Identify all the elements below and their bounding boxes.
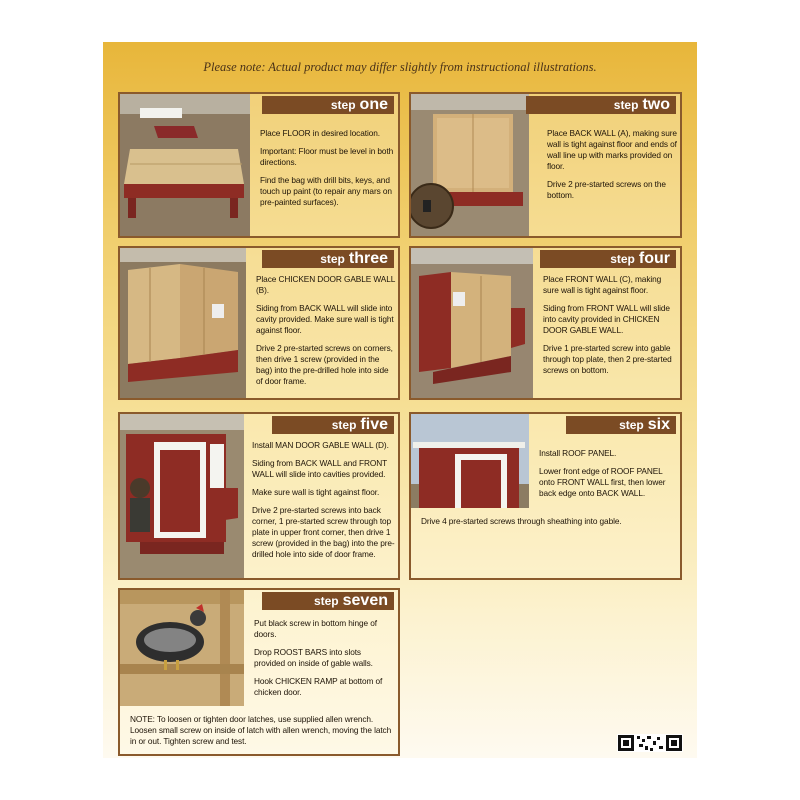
step-seven-note: NOTE: To loosen or tighten door latches, use supplied allen wrench. Loosen small screw on inside of latch with allen wrench, moving the latch in or out. Tighten screw and test. (130, 714, 392, 746)
step-six-banner: step six (566, 416, 676, 434)
front-wall-photo-icon (411, 248, 533, 398)
step-three-photo (120, 248, 246, 398)
step-two-photo (411, 94, 529, 236)
step-four-text: Place FRONT WALL (C), making sure wall is tight against floor. Siding from FRONT WALL will slide into cavity provided in CHICKEN DOOR GABLE WALL. Drive 1 pre-started screw into gable through top plate, then 2 pre-started screws on bottom. (543, 274, 672, 375)
step-seven-photo (120, 590, 244, 706)
step-three-panel (118, 246, 400, 400)
qr-code-icon (617, 734, 683, 752)
step-two-text: Place BACK WALL (A), making sure wall is tight against floor and ends of wall line up with marks provided on floor. Drive 2 pre-started screws on the bottom. (547, 128, 677, 200)
step-five-banner: step five (272, 416, 394, 434)
chicken-roost-photo-icon (120, 590, 244, 706)
step-one-text: Place FLOOR in desired location. Important: Floor must be level in both directions. Find the bag with drill bits, keys, and touch up paint (to repair any mars on pre-painted surfaces). (260, 128, 394, 207)
step-two-panel (409, 92, 682, 238)
step-one-photo (120, 94, 250, 236)
step-seven-panel (118, 588, 400, 756)
step-seven-text: Put black screw in bottom hinge of doors. Drop ROOST BARS into slots provided on inside of gable walls. Hook CHICKEN RAMP at bottom of chicken door. (254, 618, 383, 697)
chicken-door-wall-photo-icon (120, 248, 246, 398)
step-seven-banner: step seven (262, 592, 394, 610)
step-four-banner: step four (540, 250, 676, 268)
man-door-wall-photo-icon (120, 414, 244, 578)
step-three-text: Place CHICKEN DOOR GABLE WALL (B). Siding from BACK WALL will slide into cavity provided. Make sure wall is tight against floor. Drive 2 pre-started screws on corners, then drive 1 screw (provided in the bag) into the pre-drilled hole into side of door frame. (256, 274, 395, 386)
step-four-panel (409, 246, 682, 400)
step-five-panel (118, 412, 400, 580)
roof-panel-photo-icon (411, 414, 529, 508)
step-one-banner: step one (262, 96, 394, 114)
instruction-sheet (103, 42, 697, 758)
back-wall-photo-icon (411, 94, 529, 236)
step-two-banner: step two (526, 96, 676, 114)
step-one-panel (118, 92, 400, 238)
step-six-footer: Drive 4 pre-started screws through sheathing into gable. (421, 516, 622, 526)
step-five-text: Install MAN DOOR GABLE WALL (D). Siding from BACK WALL and FRONT WALL will slide into cavities provided. Make sure wall is tight against floor. Drive 2 pre-started screws into back corner, 1 pre-started screw through top plate in upper front corner, then drive 1 screw (provided in the bag) into the pre-drilled hole into side of door frame. (252, 440, 395, 559)
step-six-panel (409, 412, 682, 580)
step-six-photo (411, 414, 529, 508)
notice-text: Please note: Actual product may differ slightly from instructional illustrations. (203, 60, 597, 74)
step-four-photo (411, 248, 533, 398)
floor-photo-icon (120, 94, 250, 236)
step-three-banner: step three (262, 250, 394, 268)
step-six-text: Install ROOF PANEL. Lower front edge of ROOF PANEL onto FRONT WALL first, then lower back edge onto BACK WALL. (539, 448, 666, 498)
step-five-photo (120, 414, 244, 578)
